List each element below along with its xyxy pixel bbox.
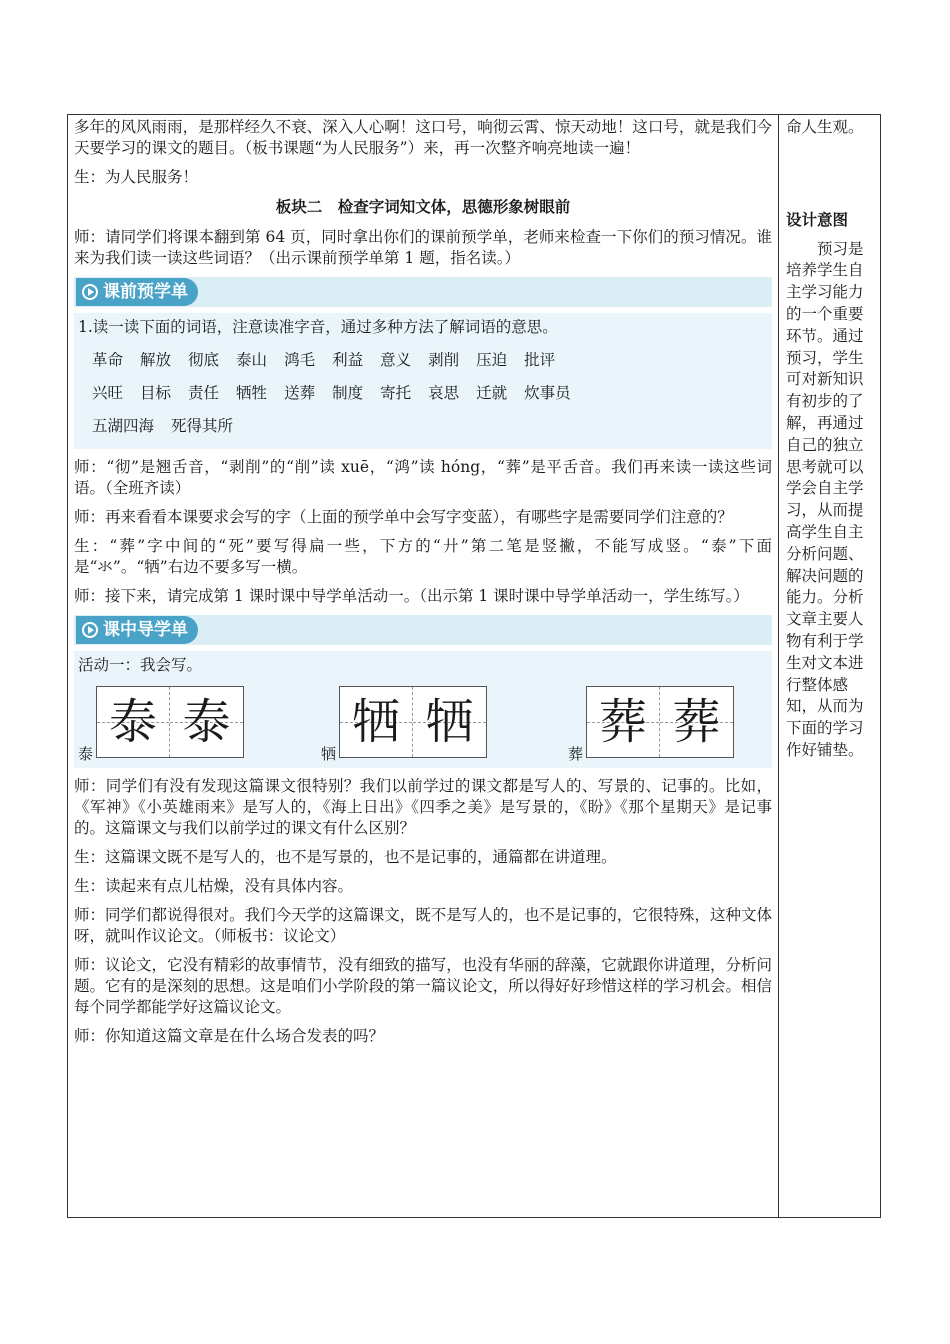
word: 五湖四海 bbox=[92, 417, 155, 435]
design-text: 预习是培养学生自主学习能力的一个重要环节。通过预习，学生可对新知识有初步的了解，再通过自己的独立思考就可以学会自主学习，从而提高学生自主分析问题、解决问题的能力。分析文章主要人物有利于学生对文本进行整体感知，从而为下面的学习作好铺垫。 bbox=[786, 239, 864, 759]
word: 责任 bbox=[188, 384, 220, 402]
teacher-line-4: 师：接下来，请完成第 1 课时课中导学单活动一。（出示第 1 课时课中导学单活动一，学生练写。） bbox=[74, 587, 749, 605]
grid-label: 泰 bbox=[78, 745, 94, 763]
guide-tab-label: 课中导学单 bbox=[103, 620, 188, 640]
word: 压迫 bbox=[476, 351, 508, 369]
grid-item-zang bbox=[568, 684, 738, 766]
student-line-2: 生：“葬”字中间的“死”要写得扁一些，下方的“廾”第二笔是竖撇，不能写成竖。“泰”下面是“氺”。“牺”右边不要多写一横。 bbox=[74, 537, 772, 576]
word-row-2 bbox=[78, 377, 768, 410]
teacher-line-5: 师：同学们有没有发现这篇课文很特别？我们以前学过的课文都是写人的、写景的、记事的。比如，《军神》《小英雄雨来》是写人的，《海上日出》《四季之美》是写景的，《盼》《那个星期天》是记事的。这篇课文与我们以前学过的课文有什么区别？ bbox=[74, 777, 772, 837]
teacher-line-1: 师：请同学们将课本翻到第 64 页，同时拿出你们的课前预学单，老师来检查一下你们的预习情况。谁来为我们读一读这些词语？（出示课前预学单第 1 题，指名读。） bbox=[74, 228, 772, 267]
word: 利益 bbox=[332, 351, 364, 369]
grid-label: 葬 bbox=[568, 745, 584, 763]
word: 哀思 bbox=[428, 384, 460, 402]
section-heading: 板块二 检查字词知文体，思德形象树眼前 bbox=[275, 197, 571, 216]
preview-task: 1.读一读下面的词语，注意读准字音，通过多种方法了解词语的意思。 bbox=[78, 318, 558, 336]
teacher-line-2: 师：“彻”是翘舌音，“剥削”的“削”读 xuē，“鸿”读 hóng，“葬”是平舌音。我们再来读一读这些词语。（全班齐读） bbox=[74, 458, 772, 497]
word: 意义 bbox=[380, 351, 412, 369]
preview-tab-label: 课前预学单 bbox=[103, 282, 188, 302]
word: 炊事员 bbox=[524, 384, 571, 402]
word: 死得其所 bbox=[171, 417, 234, 435]
guide-tab bbox=[76, 616, 198, 644]
grid-char: 葬 bbox=[672, 694, 721, 750]
word-row-1 bbox=[78, 344, 768, 377]
word: 彻底 bbox=[188, 351, 220, 369]
design-title: 设计意图 bbox=[786, 209, 849, 229]
play-circle-icon bbox=[82, 622, 98, 638]
preview-box bbox=[74, 313, 772, 449]
tian-grid bbox=[96, 686, 244, 758]
word: 兴旺 bbox=[92, 384, 124, 402]
word: 目标 bbox=[140, 384, 172, 402]
teacher-line-3: 师：再来看看本课要求会写的字（上面的预学单中会写字变蓝），有哪些字是需要同学们注意的？ bbox=[74, 508, 733, 526]
column-divider bbox=[778, 115, 779, 1217]
word: 泰山 bbox=[236, 351, 268, 369]
word: 解放 bbox=[140, 351, 172, 369]
grid-char: 葬 bbox=[598, 694, 647, 750]
student-line-4: 生：读起来有点儿枯燥，没有具体内容。 bbox=[74, 877, 354, 895]
word: 制度 bbox=[332, 384, 364, 402]
grid-char: 泰 bbox=[182, 694, 231, 750]
activity-title: 活动一：我会写。 bbox=[78, 656, 203, 674]
preview-tab bbox=[76, 278, 198, 306]
word: 牺牲 bbox=[236, 384, 268, 402]
word: 寄托 bbox=[380, 384, 412, 402]
word: 鸿毛 bbox=[284, 351, 316, 369]
side-top-text: 命人生观。 bbox=[786, 118, 864, 136]
student-reply: 生：为人民服务！ bbox=[74, 168, 199, 186]
guide-banner bbox=[74, 615, 772, 645]
word: 剥削 bbox=[428, 351, 460, 369]
teacher-line-7: 师：议论文，它没有精彩的故事情节，没有细致的描写，也没有华丽的辞藻，它就跟你讲道理，分析问题。它有的是深刻的思想。这是咱们小学阶段的第一篇议论文，所以得好好珍惜这样的学习机会。相信每个同学都能学好这篇议论文。 bbox=[74, 956, 772, 1016]
teacher-line-8: 师：你知道这篇文章是在什么场合发表的吗？ bbox=[74, 1027, 385, 1045]
grid-label: 牺 bbox=[321, 745, 337, 763]
intro-paragraph: 多年的风风雨雨，是那样经久不衰、深入人心啊！这口号，响彻云霄、惊天动地！这口号，就是我们今天要学习的课文的题目。（板书课题“为人民服务”）来，再一次整齐响亮地读一遍！ bbox=[74, 118, 772, 157]
preview-banner bbox=[74, 277, 772, 307]
grid-item-xi bbox=[321, 684, 491, 766]
student-line-3: 生：这篇课文既不是写人的，也不是写景的，也不是记事的，通篇都在讲道理。 bbox=[74, 848, 617, 866]
tian-grid bbox=[339, 686, 487, 758]
lesson-table bbox=[67, 114, 881, 1218]
teacher-line-6: 师：同学们都说得很对。我们今天学的这篇课文，既不是写人的，也不是记事的，它很特殊，这种文体呀，就叫作议论文。（师板书：议论文） bbox=[74, 906, 772, 945]
writing-grids bbox=[78, 684, 768, 766]
grid-char: 牺 bbox=[351, 694, 400, 750]
grid-item-tai bbox=[78, 684, 248, 766]
word: 批评 bbox=[524, 351, 556, 369]
word: 送葬 bbox=[284, 384, 316, 402]
main-column bbox=[74, 117, 772, 1055]
word: 革命 bbox=[92, 351, 124, 369]
side-column bbox=[786, 117, 866, 762]
play-circle-icon bbox=[82, 284, 98, 300]
word: 迁就 bbox=[476, 384, 508, 402]
grid-char: 泰 bbox=[108, 694, 157, 750]
tian-grid bbox=[586, 686, 734, 758]
activity-box bbox=[74, 651, 772, 768]
grid-char: 牺 bbox=[425, 694, 474, 750]
word-row-3 bbox=[78, 410, 768, 443]
